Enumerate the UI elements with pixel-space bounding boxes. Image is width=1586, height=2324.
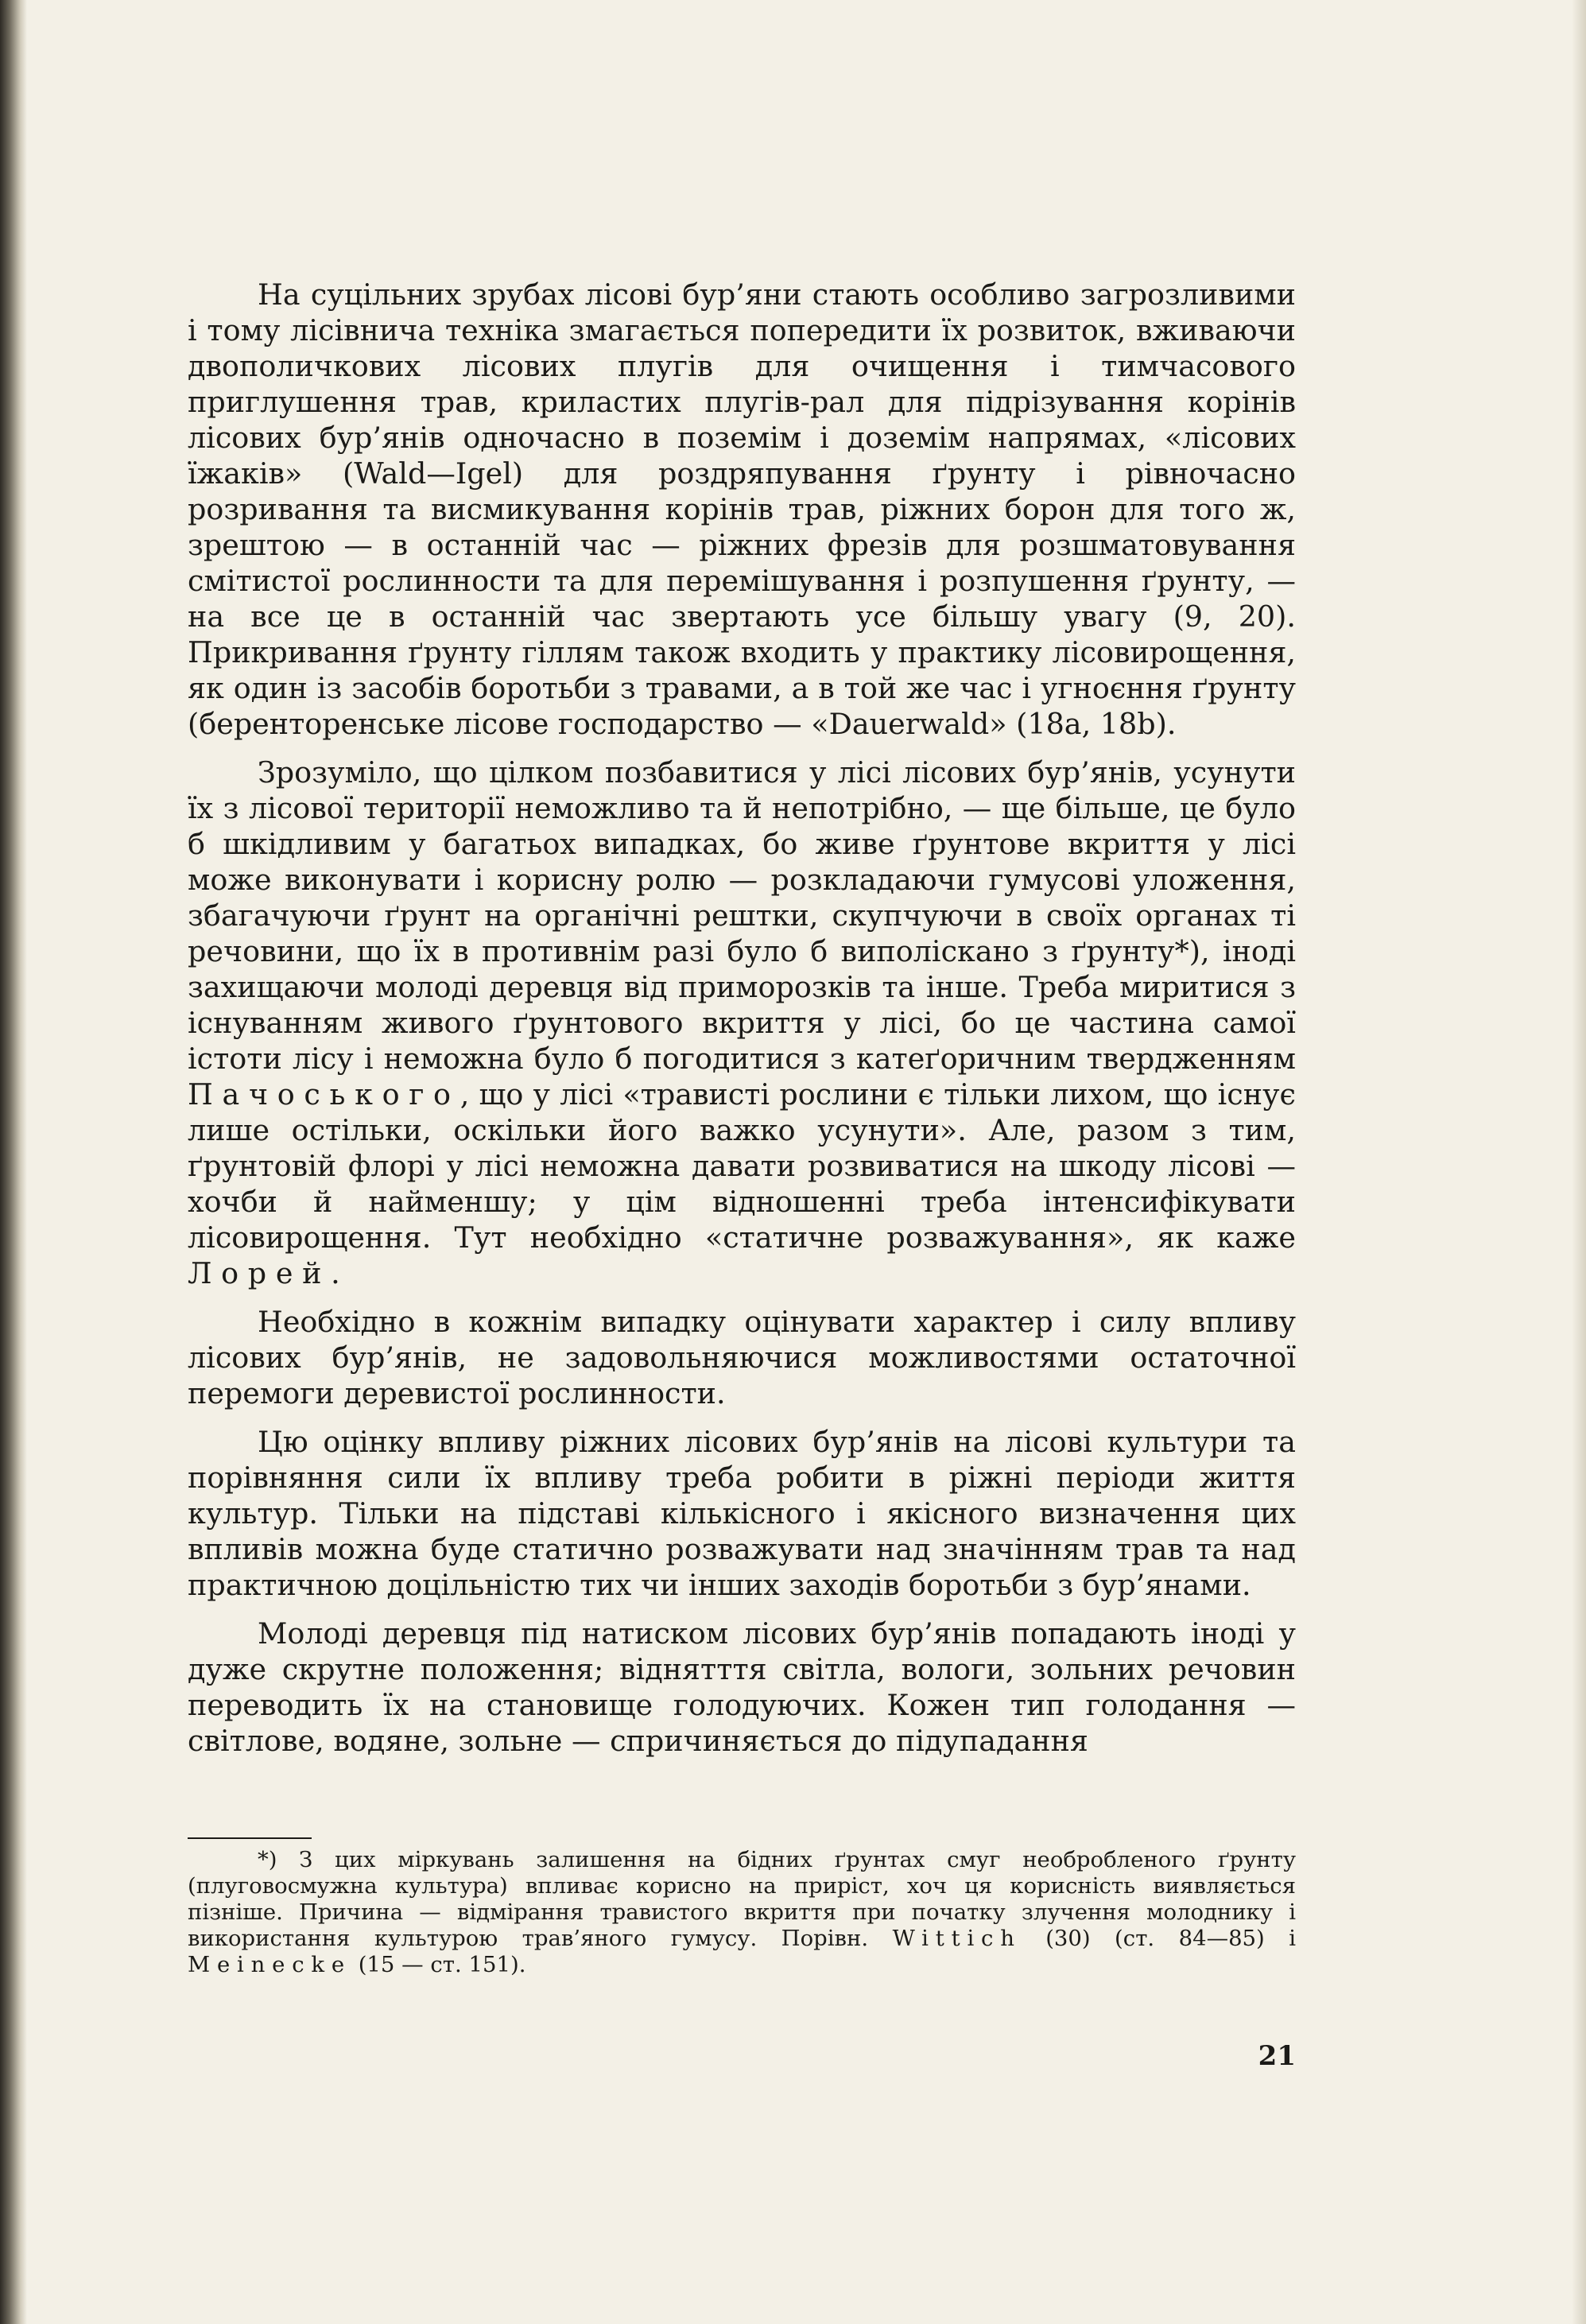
paragraph-2-part-2: , що у лісі «трависті рослини є тільки лихом, що існує лише остільки, оскільки його важко усунути». Але, разом з тим, ґрунтовій флорі у лісі неможна давати розвиватися на шкоду лісові — хочби й найменшу; у цім відношенні треба інтенсифікувати лісовирощення. Тут необхідно «статичне розважування», як каже xyxy=(188,1077,1296,1255)
paragraph-3: Необхідно в кожнім випадку оцінувати характер і силу впливу лісових бур’янів, не задовольняючися можливостями остаточної перемоги деревистої рослинности. xyxy=(188,1305,1296,1410)
paragraph-5: Молоді деревця під натиском лісових бур’янів попадають іноді у дуже скрутне положення; віднятття світла, вологи, зольних речовин переводить їх на становище голодуючих. Кожен тип голодання — світлове, водяне, зольне — спричиняється до підупадання xyxy=(188,1616,1296,1758)
footnote-1-reference-2: (15 — ст. 151). xyxy=(358,1952,526,1977)
footnotes xyxy=(188,1847,1296,1978)
author-name-lorey: Лорей xyxy=(188,1256,332,1290)
footnote-1 xyxy=(188,1847,1296,1978)
paragraph-1: На суцільних зрубах лісові бур’яни стають особливо загрозливими і тому лісівнича техніка змагається попередити їх розвиток, вживаючи двополичкових лісових плугів для очищення і тимчасового приглушення трав, криластих плугів-рал для підрізування корінів лісових бур’янів одночасно в поземім і доземім напрямах, «лісових їжаків» (Wald—Igel) для роздряпування ґрунту і рівночасно розривання та висмикування корінів трав, ріжних борон для того ж, зрештою — в останній час — ріжних фрезів для розшматовування смітистої рослинности та для перемішування і розпушення ґрунту, — на все це в останній час звертають усе більшу увагу (9, 20). Прикривання ґрунту гіллям також входить у практику лісовирощення, як один із засобів боротьби з травами, а в той же час і угноєння ґрунту (беренторенське лісове господарство — «Dauerwald» (18a, 18b). xyxy=(188,277,1296,741)
paragraph-2 xyxy=(188,755,1296,1291)
paragraph-2-part-1: Зрозуміло, що цілком позбавитися у лісі лісових бур’янів, усунути їх з лісової території неможливо та й непотрібно, — ще більше, це було б шкідливим у багатьох випадках, бо живе ґрунтове вкриття у лісі може виконувати і корисну ролю — розкладаючи гумусові уложення, збагачуючи ґрунт на органічні рештки, скупчуючи в своїх органах ті речовини, що їх в противнім разі було б виполіскано з ґрунту*), іноді захищаючи молоді деревця від приморозків та інше. Треба миритися з існуванням живого ґрунтового вкриття у лісі, бо це частина самої істоти лісу і неможна було б погодитися з катеґоричним твердженням xyxy=(188,755,1296,1076)
paragraph-4: Цю оцінку впливу ріжних лісових бур’янів на лісові культури та порівняння сили їх впливу треба робити в ріжні періоди життя культур. Тільки на підставі кількісного і якісного визначення цих впливів можна буде статично розважувати над значінням трав та над практичною доцільністю тих чи інших заходів боротьби з бур’янами. xyxy=(188,1425,1296,1602)
book-binding-edge xyxy=(0,0,27,2324)
footnote-divider xyxy=(188,1837,312,1839)
paragraph-2-part-3: . xyxy=(331,1256,340,1290)
main-text xyxy=(188,277,1296,1771)
author-name-wittich: Wittich xyxy=(892,1926,1022,1951)
page-edge-shadow xyxy=(1572,0,1586,2324)
author-name-pachoskyi: Пачоського xyxy=(188,1077,460,1112)
footnote-1-reference-1: (30) (ст. 84—85) і xyxy=(1045,1926,1297,1951)
page-number: 21 xyxy=(1258,2040,1296,2072)
footnote-1-text: *) З цих міркувань залишення на бідних ґрунтах смуг необробленого ґрунту (плуговосмужна культура) впливає корисно на приріст, хоч ця корисність виявляється пізніше. Причина — відмірання травистого вкриття при початку злучення молоднику і використання культурою трав’яного гумусу. Порівн. xyxy=(188,1847,1296,1951)
author-name-meinecke: Meinecke xyxy=(188,1952,351,1977)
